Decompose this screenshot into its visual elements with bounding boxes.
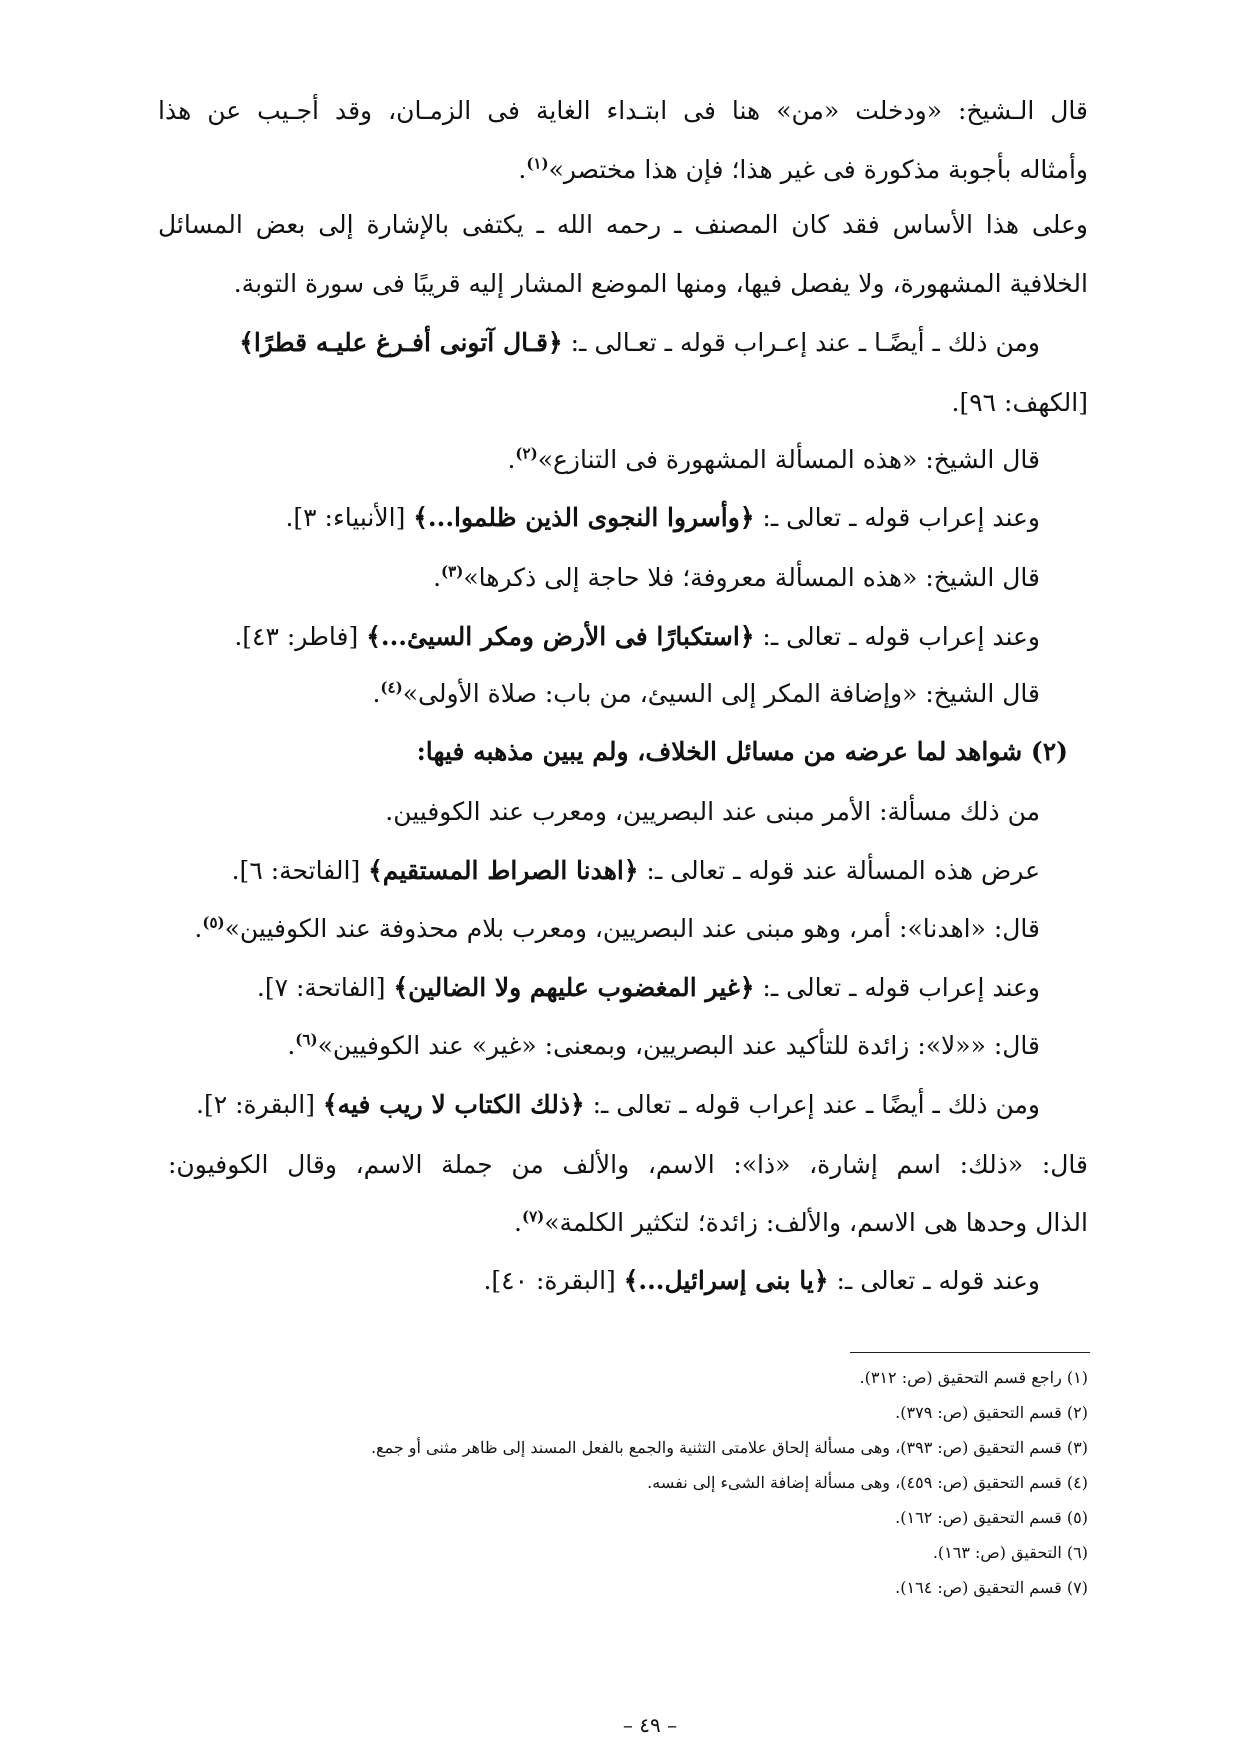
quran-verse: ﴿استكبارًا فى الأرض ومكر السيئ...﴾ — [366, 622, 755, 651]
line-end: . — [433, 563, 442, 592]
line-end: . — [287, 1031, 296, 1060]
footnote-separator — [850, 1352, 1090, 1353]
body-line — [232, 856, 1040, 886]
section-heading: (٢) شواهد لما عرضه من مسائل الخلاف، ولم يبين مذهبه فيها: — [416, 737, 1068, 766]
line-end: . — [372, 679, 381, 708]
footnote-marker: (٧) — [521, 1207, 545, 1226]
line-end: . — [518, 155, 527, 184]
footnote: (٧) قسم التحقيق (ص: ١٦٤). — [895, 1578, 1088, 1597]
verse-ref: [فاطر: ٤٣]. — [234, 622, 367, 651]
quran-verse: ﴿يا بنى إسرائيل...﴾ — [623, 1266, 829, 1295]
verse-ref: [البقرة: ٢]. — [196, 1090, 323, 1119]
line-text: قال الشيخ: «وإضافة المكر إلى السيئ، من باب: صلاة الأولى» — [402, 679, 1040, 708]
line-text: قال الشيخ: «هذه المسألة معروفة؛ فلا حاجة إلى ذكرها» — [463, 563, 1040, 592]
quran-verse: ﴿قـال آتونى أفـرغ عليـه قطرًا﴾ — [239, 328, 563, 357]
quran-verse: ﴿ذلك الكتاب لا ريب فيه﴾ — [322, 1090, 585, 1119]
body-line — [194, 914, 1040, 944]
body-line: وعلى هذا الأساس فقد كان المصنف ـ رحمه الله ـ يكتفى بالإشارة إلى بعض المسائل — [158, 210, 1088, 239]
line-end: . — [507, 445, 516, 474]
footnote-marker: (٣) — [441, 562, 464, 581]
line-text: وعند إعراب قوله ـ تعالى ـ: — [754, 503, 1040, 532]
footnote: (٦) التحقيق (ص: ١٦٣). — [932, 1543, 1088, 1562]
line-text: وأمثاله بأجوبة مذكورة فى غير هذا؛ فإن هذا مختصر» — [548, 155, 1088, 184]
footnote-marker: (٢) — [515, 444, 538, 463]
body-line — [518, 155, 1088, 185]
verse-ref: [الفاتحة: ٦]. — [231, 856, 369, 885]
body-line — [372, 679, 1040, 709]
body-line — [483, 1266, 1040, 1296]
footnote: (٥) قسم التحقيق (ص: ١٦٢). — [895, 1508, 1088, 1527]
verse-ref: [الأنبياء: ٣]. — [285, 503, 414, 532]
body-line — [234, 622, 1040, 652]
line-text: الذال وحدها هى الاسم، والألف: زائدة؛ لتكثير الكلمة» — [544, 1208, 1088, 1237]
body-line — [514, 1208, 1088, 1238]
body-line — [507, 445, 1040, 475]
line-text: ومن ذلك ـ أيضًا ـ عند إعراب قوله ـ تعالى ـ: — [584, 1090, 1040, 1119]
footnote-marker: (٦) — [295, 1030, 318, 1049]
line-text: وعند إعراب قوله ـ تعالى ـ: — [754, 973, 1040, 1002]
footnote: (٢) قسم التحقيق (ص: ٣٧٩). — [895, 1403, 1088, 1422]
line-text: قال: ««لا»: زائدة للتأكيد عند البصريين، وبمعنى: «غير» عند الكوفيين» — [317, 1031, 1040, 1060]
body-line — [239, 328, 1040, 358]
line-end: . — [194, 914, 203, 943]
line-text: قال: «اهدنا»: أمر، وهو مبنى عند البصريين، ومعرب بلام محذوفة عند الكوفيين» — [224, 914, 1040, 943]
line-text: وعند قوله ـ تعالى ـ: — [828, 1266, 1040, 1295]
quran-verse: ﴿وأسروا النجوى الذين ظلموا...﴾ — [413, 503, 755, 532]
body-line: [الكهف: ٩٦]. — [951, 388, 1088, 417]
footnote: (٤) قسم التحقيق (ص: ٤٥٩)، وهى مسألة إضافة الشىء إلى نفسه. — [647, 1473, 1088, 1492]
footnote: (٣) قسم التحقيق (ص: ٣٩٣)، وهى مسألة إلحاق علامتى التثنية والجمع بالفعل المسند إلى ظاهر مثنى أو جمع. — [370, 1438, 1088, 1457]
page-number: – ٤٩ – — [622, 1713, 678, 1737]
body-line — [285, 503, 1040, 533]
footnote: (١) راجع قسم التحقيق (ص: ٣١٢). — [859, 1368, 1088, 1387]
body-line — [257, 973, 1040, 1003]
line-end: . — [514, 1208, 522, 1237]
body-line — [196, 1090, 1040, 1120]
quran-verse: ﴿غير المغضوب عليهم ولا الضالين﴾ — [393, 973, 755, 1002]
body-line: الخلافية المشهورة، ولا يفصل فيها، ومنها الموضع المشار إليه قريبًا فى سورة التوبة. — [233, 269, 1088, 298]
line-text: عرض هذه المسألة عند قوله ـ تعالى ـ: — [638, 856, 1040, 885]
quran-verse: ﴿اهدنا الصراط المستقيم﴾ — [368, 856, 639, 885]
footnote-marker: (٤) — [380, 678, 403, 697]
body-line: قال: «ذلك: اسم إشارة، «ذا»: الاسم، والألف من جملة الاسم، وقال الكوفيون: — [168, 1150, 1088, 1179]
line-text: قال الشيخ: «هذه المسألة المشهورة فى التنازع» — [537, 445, 1040, 474]
body-line — [433, 563, 1040, 593]
line-text: ومن ذلك ـ أيضًـا ـ عند إعـراب قوله ـ تعـالى ـ: — [562, 328, 1040, 357]
footnote-marker: (٥) — [202, 913, 225, 932]
verse-ref: [الفاتحة: ٧]. — [256, 973, 394, 1002]
body-line: قال الـشيخ: «ودخلت «من» هنا فى ابتـداء الغاية فى الزمـان، وقد أجـيب عن هذا — [158, 96, 1088, 125]
line-text: وعند إعراب قوله ـ تعالى ـ: — [754, 622, 1040, 651]
footnote-marker: (١) — [526, 154, 549, 173]
body-line: من ذلك مسألة: الأمر مبنى عند البصريين، ومعرب عند الكوفيين. — [385, 797, 1040, 826]
verse-ref: [البقرة: ٤٠]. — [483, 1266, 624, 1295]
body-line — [287, 1031, 1040, 1061]
